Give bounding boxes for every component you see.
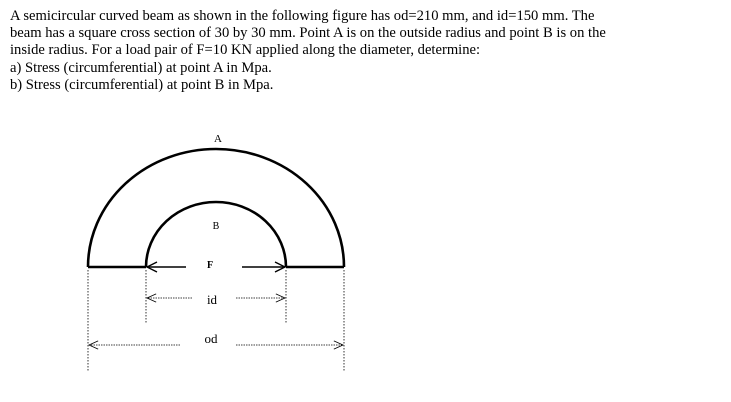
label-id: id <box>206 292 218 307</box>
problem-line-3: inside radius. For a load pair of F=10 KN applied along the diameter, determine: <box>10 42 481 59</box>
problem-line-2: beam has a square cross section of 30 by 30 mm. Point A is on the outside radius and point B is on the <box>10 25 606 42</box>
label-point-b: B <box>212 221 220 232</box>
label-point-a: A <box>214 133 222 145</box>
question-a: a) Stress (circumferential) at point A in Mpa. <box>10 59 272 76</box>
inner-arc <box>146 202 286 267</box>
question-b: b) Stress (circumferential) at point B in Mpa. <box>10 76 274 93</box>
problem-line-1: A semicircular curved beam as shown in the following figure has od=210 mm, and id=150 mm. The <box>10 8 595 24</box>
label-force: F <box>206 260 214 271</box>
outer-arc <box>88 149 344 267</box>
label-od: od <box>204 331 218 346</box>
